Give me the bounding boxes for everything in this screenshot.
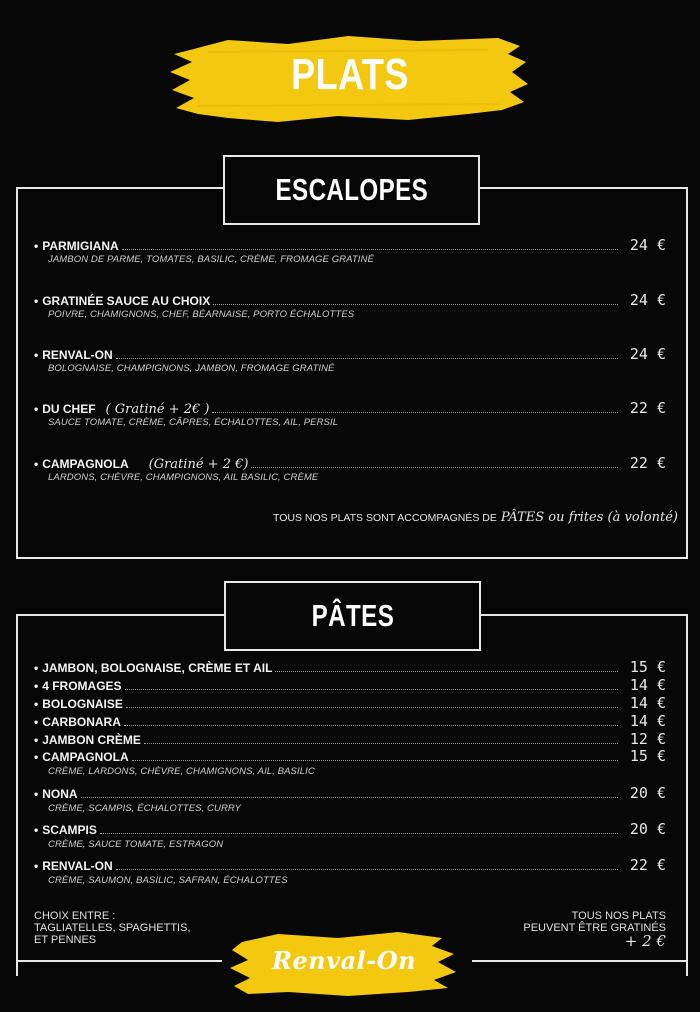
item-price: 14 € <box>629 712 666 730</box>
brand-logo: Renval-On <box>271 946 417 975</box>
item-price: 22 € <box>629 856 666 874</box>
menu-item <box>34 712 666 729</box>
item-name: • 4 FROMAGES <box>34 679 122 693</box>
item-name: • DU CHEF <box>34 402 96 416</box>
item-price: 24 € <box>629 291 666 309</box>
item-description: POIVRE, CHAMIGNONS, CHEF, BÉARNAISE, PORTO ÉCHALOTTES <box>48 309 355 320</box>
item-description: BOLOGNAISE, CHAMPIGNONS, JAMBON, FROMAGE GRATINÉ <box>48 363 335 374</box>
menu-item <box>34 730 666 747</box>
dot-leader <box>132 760 618 761</box>
item-price: 14 € <box>629 694 666 712</box>
menu-item <box>34 291 666 320</box>
item-price: 24 € <box>629 236 666 254</box>
item-name: • BOLOGNAISE <box>34 697 123 711</box>
item-price: 20 € <box>629 820 666 838</box>
side-dish-note: TOUS NOS PLATS SONT ACCOMPAGNÉS DE PÂTES ou frites (à volonté) <box>273 510 678 525</box>
dot-leader <box>212 412 618 413</box>
handwritten-note: (Gratiné + 2 €) <box>148 457 249 472</box>
item-description: CRÈME, SAUMON, BASILIC, SAFRAN, ÉCHALOTTES <box>48 875 288 886</box>
dot-leader <box>126 707 618 708</box>
dot-leader <box>275 671 618 672</box>
dot-leader <box>144 743 618 744</box>
dot-leader <box>251 467 618 468</box>
dot-leader <box>116 869 618 870</box>
item-price: 24 € <box>629 345 666 363</box>
frame-bottom-left <box>16 960 222 962</box>
item-description: CRÈME, SAUCE TOMATE, ESTRAGON <box>48 839 224 850</box>
item-price: 20 € <box>629 784 666 802</box>
dot-leader <box>81 797 618 798</box>
menu-item <box>34 345 666 374</box>
handwritten-note: + 2 € <box>624 932 666 950</box>
escalopes-title: ESCALOPES <box>275 172 428 207</box>
pates-title: PÂTES <box>311 598 394 633</box>
item-description: CRÈME, SCAMPIS, ÉCHALOTTES, CURRY <box>48 803 241 814</box>
item-name: • RENVAL-ON <box>34 348 113 362</box>
handwritten-note: PÂTES ou frites (à volonté) <box>500 510 678 525</box>
item-price: 15 € <box>629 658 666 676</box>
item-name: • GRATINÉE SAUCE AU CHOIX <box>34 294 211 308</box>
item-description: LARDONS, CHÈVRE, CHAMPIGNONS, AIL BASILIC, CRÈME <box>48 472 319 483</box>
item-name: • RENVAL-ON <box>34 859 113 873</box>
item-price: 14 € <box>629 676 666 694</box>
dot-leader <box>122 249 618 250</box>
item-name: • SCAMPIS <box>34 823 97 837</box>
dot-leader <box>116 358 618 359</box>
menu-item <box>34 820 666 850</box>
item-description: SAUCE TOMATE, CRÈME, CÂPRES, ÉCHALOTTES, AIL, PERSIL <box>48 417 339 428</box>
item-price: 22 € <box>629 454 666 472</box>
dot-leader <box>125 689 618 690</box>
menu-item <box>34 454 666 483</box>
menu-item <box>34 236 666 265</box>
pates-section-header <box>224 581 481 651</box>
item-name: • NONA <box>34 787 78 801</box>
page-title: PLATS <box>291 50 409 99</box>
menu-item <box>34 856 666 886</box>
item-name: • PARMIGIANA <box>34 239 119 253</box>
item-name: • CARBONARA <box>34 715 121 729</box>
dot-leader <box>100 833 618 834</box>
menu-item <box>34 399 666 428</box>
menu-item <box>34 747 666 777</box>
item-name: • JAMBON, BOLOGNAISE, CRÈME ET AIL <box>34 661 273 675</box>
gratin-note: TOUS NOS PLATS PEUVENT ÊTRE GRATINÉS + 2 € <box>523 910 666 950</box>
item-description: CRÈME, LARDONS, CHÈVRE, CHAMIGNONS, AIL, BASILIC <box>48 766 315 777</box>
menu-item <box>34 784 666 814</box>
dot-leader <box>124 725 618 726</box>
item-name: • CAMPAGNOLA <box>34 457 129 471</box>
item-price: 12 € <box>629 730 666 748</box>
handwritten-note: ( Gratiné + 2€ ) <box>105 402 210 417</box>
escalopes-section-header <box>223 155 480 225</box>
item-name: • JAMBON CRÈME <box>34 733 141 747</box>
item-name: • CAMPAGNOLA <box>34 750 129 764</box>
menu-item <box>34 658 666 675</box>
item-description: JAMBON DE PARME, TOMATES, BASILIC, CRÈME, FROMAGE GRATINÉ <box>48 254 374 265</box>
menu-item <box>34 694 666 711</box>
item-price: 22 € <box>629 399 666 417</box>
menu-item <box>34 676 666 693</box>
frame-bottom-right <box>472 960 686 962</box>
dot-leader <box>213 304 618 305</box>
pasta-choice-note: CHOIX ENTRE : TAGLIATELLES, SPAGHETTIS, ET PENNES <box>34 910 191 946</box>
item-price: 15 € <box>629 747 666 765</box>
